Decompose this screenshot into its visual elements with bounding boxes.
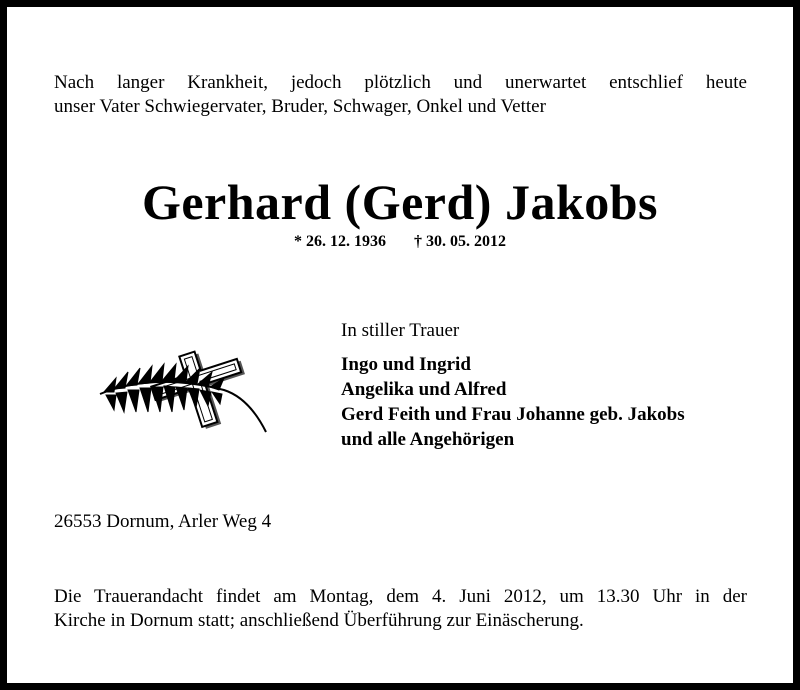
cross-with-palm-frond-icon <box>94 342 269 434</box>
mourner-entry-1: Ingo und Ingrid <box>341 354 471 375</box>
birth-date: * 26. 12. 1936 <box>294 233 386 250</box>
service-line-1: Die Trauerandacht findet am Montag, dem 4. Juni 2012, um 13.30 Uhr in der <box>54 586 747 607</box>
mourner-entry-2: Angelika und Alfred <box>341 379 507 400</box>
intro-text <box>54 71 747 119</box>
death-date: † 30. 05. 2012 <box>414 233 506 250</box>
service-line-2: Kirche in Dornum statt; anschließend Überführung zur Einäscherung. <box>54 610 584 631</box>
intro-line-2: unser Vater Schwiegervater, Bruder, Schwager, Onkel und Vetter <box>54 96 546 117</box>
mourners-list <box>341 352 685 452</box>
address: 26553 Dornum, Arler Weg 4 <box>54 511 272 532</box>
mourning-heading: In stiller Trauer <box>341 320 460 341</box>
life-dates <box>0 232 800 252</box>
intro-line-1: Nach langer Krankheit, jedoch plötzlich und unerwartet entschlief heute <box>54 72 747 93</box>
mourner-entry-4: und alle Angehörigen <box>341 429 515 450</box>
deceased-name: Gerhard (Gerd) Jakobs <box>141 174 659 230</box>
service-notice <box>54 585 747 633</box>
mourner-entry-3: Gerd Feith und Frau Johanne geb. Jakobs <box>341 404 685 425</box>
